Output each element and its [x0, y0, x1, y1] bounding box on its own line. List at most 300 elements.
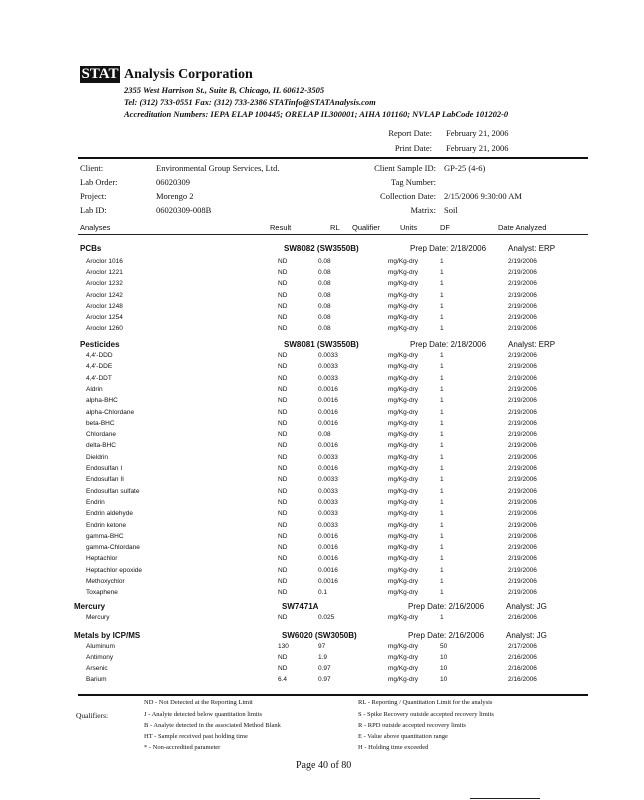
- col-date-analyzed: Date Analyzed: [498, 223, 547, 232]
- table-row: [0, 567, 644, 578]
- units-value: mg/Kg-dry: [388, 532, 418, 540]
- result-value: ND: [278, 521, 288, 529]
- collection-date-value: 2/15/2006 9:30:00 AM: [444, 191, 522, 201]
- analyte-name: Toxaphene: [86, 589, 118, 597]
- analyte-name: 4,4'-DDE: [86, 363, 113, 371]
- column-header-rule: [78, 234, 588, 235]
- df-value: 1: [440, 532, 444, 540]
- date-analyzed-value: 2/19/2006: [508, 258, 537, 265]
- table-row: [0, 488, 644, 499]
- df-value: 1: [440, 498, 444, 506]
- date-analyzed-value: 2/19/2006: [508, 385, 537, 393]
- df-value: 1: [440, 487, 444, 495]
- rl-value: 0.1: [318, 589, 328, 597]
- date-analyzed-value: 2/19/2006: [508, 408, 537, 416]
- date-analyzed-value: 2/17/2006: [508, 643, 537, 650]
- df-value: 1: [440, 510, 444, 518]
- rl-value: 0.0016: [318, 532, 338, 540]
- rl-value: 0.0016: [318, 442, 338, 450]
- qualifier-left-3: B - Analyte detected in the associated Method Blank: [144, 722, 281, 729]
- rl-value: 0.08: [318, 280, 331, 288]
- df-value: 1: [440, 269, 444, 277]
- analyte-name: Barium: [86, 676, 107, 683]
- df-value: 1: [440, 476, 444, 484]
- section-prep-metals: Prep Date: 2/16/2006: [408, 631, 485, 640]
- table-row: [0, 654, 644, 665]
- result-value: ND: [278, 280, 288, 288]
- units-value: mg/Kg-dry: [388, 419, 418, 427]
- rl-value: 0.0016: [318, 397, 338, 405]
- units-value: mg/Kg-dry: [388, 397, 418, 405]
- table-row: [0, 409, 644, 420]
- table-row: [0, 325, 644, 336]
- units-value: mg/Kg-dry: [388, 258, 418, 265]
- date-analyzed-value: 2/16/2006: [508, 676, 537, 683]
- analyte-name: 4,4'-DDT: [86, 374, 112, 382]
- analyte-name: Antimony: [86, 654, 114, 661]
- analyte-name: Aroclor 1242: [86, 291, 123, 299]
- result-value: ND: [278, 363, 288, 371]
- result-value: ND: [278, 665, 288, 672]
- date-analyzed-value: 2/19/2006: [508, 510, 537, 518]
- table-row: [0, 269, 644, 280]
- report-date-value: February 21, 2006: [446, 128, 509, 138]
- analyte-name: Heptachlor epoxide: [86, 566, 143, 574]
- table-row: [0, 303, 644, 314]
- client-value: Environmental Group Services, Ltd.: [156, 163, 280, 173]
- units-value: mg/Kg-dry: [388, 614, 418, 621]
- date-analyzed-value: 2/19/2006: [508, 314, 537, 321]
- df-value: 1: [440, 442, 444, 450]
- table-row: [0, 314, 644, 325]
- units-value: mg/Kg-dry: [388, 453, 418, 461]
- df-value: 50: [440, 643, 448, 650]
- table-row: [0, 555, 644, 566]
- date-analyzed-value: 2/19/2006: [508, 465, 537, 472]
- table-row: [0, 442, 644, 453]
- date-analyzed-value: 2/19/2006: [508, 453, 537, 461]
- rl-value: 0.08: [318, 291, 331, 299]
- analyte-name: Methoxychlor: [86, 578, 125, 585]
- units-value: mg/Kg-dry: [388, 521, 418, 529]
- footer-rule: [78, 694, 588, 696]
- units-value: mg/Kg-dry: [388, 408, 418, 416]
- lab-order-value: 06020309: [156, 177, 190, 187]
- date-analyzed-value: 2/19/2006: [508, 419, 537, 427]
- table-row: [0, 614, 644, 625]
- df-value: 10: [440, 665, 448, 672]
- matrix-label: Matrix:: [410, 205, 436, 215]
- units-value: mg/Kg-dry: [388, 498, 418, 506]
- company-contact: Tel: (312) 733-0551 Fax: (312) 733-2386 STATinfo@STATAnalysis.com: [124, 97, 376, 107]
- date-analyzed-value: 2/16/2006: [508, 665, 537, 672]
- df-value: 1: [440, 302, 444, 310]
- qualifier-left-1: ND - Not Detected at the Reporting Limit: [144, 699, 253, 706]
- result-value: ND: [278, 325, 288, 333]
- date-analyzed-value: 2/19/2006: [508, 555, 537, 563]
- units-value: mg/Kg-dry: [388, 544, 418, 552]
- units-value: mg/Kg-dry: [388, 510, 418, 518]
- rl-value: 0.08: [318, 314, 331, 321]
- result-value: ND: [278, 397, 288, 405]
- section-title-pesticides: Pesticides: [80, 340, 120, 349]
- table-row: [0, 431, 644, 442]
- analyte-name: Aroclor 1232: [86, 280, 123, 288]
- df-value: 1: [440, 374, 444, 382]
- rl-value: 0.08: [318, 431, 331, 439]
- table-row: [0, 522, 644, 533]
- df-value: 1: [440, 555, 444, 563]
- table-row: [0, 676, 644, 687]
- rl-value: 0.08: [318, 325, 331, 333]
- sample-id-label: Client Sample ID:: [374, 163, 436, 173]
- col-units: Units: [400, 223, 418, 232]
- rl-value: 0.08: [318, 258, 331, 265]
- result-value: ND: [278, 385, 288, 393]
- section-method-pcbs: SW8082 (SW3550B): [284, 244, 359, 253]
- analyte-name: alpha-BHC: [86, 397, 118, 405]
- table-row: [0, 533, 644, 544]
- df-value: 1: [440, 314, 444, 321]
- company-address: 2355 West Harrison St., Suite B, Chicago, IL 60612-3505: [124, 85, 325, 95]
- df-value: 1: [440, 325, 444, 333]
- rl-value: 0.025: [318, 614, 335, 621]
- qualifier-right-2: S - Spike Recovery outside accepted recovery limits: [358, 711, 494, 718]
- qualifier-left-5: * - Non-accredited parameter: [144, 744, 221, 751]
- analyte-name: Endrin ketone: [86, 521, 127, 529]
- table-row: [0, 420, 644, 431]
- rl-value: 0.0033: [318, 374, 338, 382]
- section-analyst-mercury: Analyst: JG: [506, 602, 547, 611]
- rl-value: 0.0016: [318, 419, 338, 427]
- df-value: 1: [440, 614, 444, 621]
- units-value: mg/Kg-dry: [388, 442, 418, 450]
- result-value: ND: [278, 408, 288, 416]
- table-row: [0, 544, 644, 555]
- qualifier-right-4: E - Value above quantitation range: [358, 733, 448, 740]
- result-value: ND: [278, 510, 288, 518]
- result-value: ND: [278, 487, 288, 495]
- result-value: ND: [278, 566, 288, 574]
- df-value: 1: [440, 280, 444, 288]
- tag-number-label: Tag Number:: [391, 177, 436, 187]
- rl-value: 0.08: [318, 269, 331, 277]
- result-value: ND: [278, 544, 288, 552]
- date-analyzed-value: 2/19/2006: [508, 566, 537, 574]
- df-value: 1: [440, 431, 444, 439]
- analyte-name: Chlordane: [86, 431, 116, 439]
- result-value: ND: [278, 314, 288, 321]
- result-value: ND: [278, 302, 288, 310]
- units-value: mg/Kg-dry: [388, 566, 418, 574]
- section-analyst-metals: Analyst: JG: [506, 631, 547, 640]
- qualifiers-label: Qualifiers:: [76, 711, 109, 720]
- df-value: 1: [440, 408, 444, 416]
- report-date-label: Report Date:: [388, 128, 432, 138]
- df-value: 1: [440, 578, 444, 585]
- units-value: mg/Kg-dry: [388, 431, 418, 439]
- table-row: [0, 465, 644, 476]
- date-analyzed-value: 2/16/2006: [508, 654, 537, 661]
- result-value: ND: [278, 269, 288, 277]
- result-value: ND: [278, 532, 288, 540]
- analyte-name: Aroclor 1221: [86, 269, 123, 277]
- df-value: 1: [440, 397, 444, 405]
- result-value: 130: [278, 643, 289, 650]
- units-value: mg/Kg-dry: [388, 280, 418, 288]
- sample-id-value: GP-25 (4-6): [444, 163, 486, 173]
- table-row: [0, 258, 644, 269]
- section-title-pcbs: PCBs: [80, 244, 102, 253]
- result-value: ND: [278, 498, 288, 506]
- collection-date-label: Collection Date:: [380, 191, 436, 201]
- analyte-name: Endosulfan II: [86, 476, 124, 484]
- result-value: ND: [278, 614, 288, 621]
- units-value: mg/Kg-dry: [388, 487, 418, 495]
- section-prep-mercury: Prep Date: 2/16/2006: [408, 602, 485, 611]
- date-analyzed-value: 2/19/2006: [508, 325, 537, 333]
- analyte-name: beta-BHC: [86, 419, 115, 427]
- accreditation-numbers: Accreditation Numbers: IEPA ELAP 100445; ORELAP IL300001; AIHA 101160; NVLAP LabCode 101202-0: [124, 109, 509, 119]
- analyte-name: Mercury: [86, 614, 110, 621]
- analyte-name: Arsenic: [86, 665, 108, 672]
- col-df: DF: [440, 223, 450, 232]
- section-prep-pesticides: Prep Date: 2/18/2006: [410, 340, 487, 349]
- result-value: ND: [278, 419, 288, 427]
- result-value: ND: [278, 654, 288, 661]
- result-value: ND: [278, 352, 288, 359]
- section-analyst-pesticides: Analyst: ERP: [508, 340, 556, 349]
- date-analyzed-value: 2/19/2006: [508, 544, 537, 552]
- analyte-name: gamma-BHC: [86, 532, 124, 540]
- table-row: [0, 510, 644, 521]
- analyte-name: Endosulfan sulfate: [86, 487, 140, 495]
- units-value: mg/Kg-dry: [388, 374, 418, 382]
- rl-value: 97: [318, 643, 326, 650]
- analyte-name: Heptachlor: [86, 555, 118, 563]
- analyte-name: Aldrin: [86, 385, 103, 393]
- units-value: mg/Kg-dry: [388, 665, 418, 672]
- units-value: mg/Kg-dry: [388, 654, 418, 661]
- company-name: Analysis Corporation: [124, 67, 253, 82]
- section-title-metals: Metals by ICP/MS: [74, 631, 141, 640]
- col-qualifier: Qualifier: [352, 223, 380, 232]
- date-analyzed-value: 2/19/2006: [508, 291, 537, 299]
- col-analyses: Analyses: [80, 223, 111, 232]
- rl-value: 0.0033: [318, 476, 338, 484]
- table-row: [0, 386, 644, 397]
- analyte-name: Aroclor 1260: [86, 325, 123, 333]
- table-row: [0, 578, 644, 589]
- units-value: mg/Kg-dry: [388, 385, 418, 393]
- analyte-name: gamma-Chlordane: [86, 544, 140, 552]
- section-analyst-pcbs: Analyst: ERP: [508, 244, 556, 253]
- result-value: ND: [278, 453, 288, 461]
- rl-value: 0.0016: [318, 385, 338, 393]
- analyte-name: Aroclor 1016: [86, 258, 123, 265]
- units-value: mg/Kg-dry: [388, 465, 418, 472]
- section-title-mercury: Mercury: [74, 602, 106, 611]
- rl-value: 1.9: [318, 654, 328, 661]
- section-method-pesticides: SW8081 (SW3550B): [284, 340, 359, 349]
- df-value: 1: [440, 566, 444, 574]
- section-method-mercury: SW7471A: [282, 602, 319, 611]
- date-analyzed-value: 2/19/2006: [508, 578, 537, 585]
- analyte-name: Aluminum: [86, 643, 115, 650]
- df-value: 1: [440, 258, 444, 265]
- date-analyzed-value: 2/19/2006: [508, 269, 537, 277]
- section-method-metals: SW6020 (SW3050B): [282, 631, 357, 640]
- df-value: 1: [440, 291, 444, 299]
- qualifier-right-5: H - Holding time exceeded: [358, 744, 429, 751]
- units-value: mg/Kg-dry: [388, 291, 418, 299]
- date-analyzed-value: 2/19/2006: [508, 476, 537, 484]
- qualifier-left-4: HT - Sample received past holding time: [144, 733, 248, 740]
- rl-value: 0.0016: [318, 555, 338, 563]
- units-value: mg/Kg-dry: [388, 555, 418, 563]
- analyte-name: Endosulfan I: [86, 465, 123, 472]
- analyte-name: Endrin: [86, 498, 105, 506]
- df-value: 1: [440, 419, 444, 427]
- date-analyzed-value: 2/16/2006: [508, 614, 537, 621]
- result-value: ND: [278, 578, 288, 585]
- df-value: 1: [440, 589, 444, 597]
- rl-value: 0.0033: [318, 498, 338, 506]
- table-row: [0, 375, 644, 386]
- result-value: ND: [278, 431, 288, 439]
- qualifier-right-1: RL - Reporting / Quantitation Limit for the analysis: [358, 699, 493, 706]
- df-value: 1: [440, 453, 444, 461]
- df-value: 10: [440, 676, 448, 683]
- date-analyzed-value: 2/19/2006: [508, 352, 537, 359]
- rl-value: 0.0033: [318, 352, 338, 359]
- analyte-name: Aroclor 1254: [86, 314, 123, 321]
- analyte-name: 4,4'-DDD: [86, 352, 113, 359]
- bottom-mark: [470, 798, 540, 799]
- qualifier-left-2: J - Analyte detected below quantitation limits: [144, 711, 263, 718]
- units-value: mg/Kg-dry: [388, 643, 418, 650]
- date-analyzed-value: 2/19/2006: [508, 532, 537, 540]
- rl-value: 0.97: [318, 665, 331, 672]
- date-analyzed-value: 2/19/2006: [508, 589, 537, 597]
- df-value: 1: [440, 521, 444, 529]
- print-date-label: Print Date:: [394, 143, 432, 153]
- units-value: mg/Kg-dry: [388, 578, 418, 585]
- units-value: mg/Kg-dry: [388, 314, 418, 321]
- page-number: Page 40 of 80: [296, 760, 352, 771]
- date-analyzed-value: 2/19/2006: [508, 487, 537, 495]
- rl-value: 0.0033: [318, 363, 338, 371]
- units-value: mg/Kg-dry: [388, 476, 418, 484]
- df-value: 1: [440, 465, 444, 472]
- analyte-name: Endrin aldehyde: [86, 510, 133, 518]
- df-value: 1: [440, 363, 444, 371]
- table-row: [0, 643, 644, 654]
- result-value: ND: [278, 374, 288, 382]
- units-value: mg/Kg-dry: [388, 302, 418, 310]
- result-value: ND: [278, 442, 288, 450]
- result-value: 6.4: [278, 676, 288, 683]
- date-analyzed-value: 2/19/2006: [508, 521, 537, 529]
- df-value: 10: [440, 654, 448, 661]
- result-value: ND: [278, 258, 288, 265]
- qualifier-right-3: R - RPD outside accepted recovery limits: [358, 722, 466, 729]
- table-row: [0, 352, 644, 363]
- lab-order-label: Lab Order:: [80, 177, 118, 187]
- print-date-value: February 21, 2006: [446, 143, 509, 153]
- rl-value: 0.0033: [318, 487, 338, 495]
- units-value: mg/Kg-dry: [388, 352, 418, 359]
- result-value: ND: [278, 555, 288, 563]
- units-value: mg/Kg-dry: [388, 325, 418, 333]
- rl-value: 0.0033: [318, 510, 338, 518]
- section-prep-pcbs: Prep Date: 2/18/2006: [410, 244, 487, 253]
- table-row: [0, 454, 644, 465]
- table-row: [0, 397, 644, 408]
- matrix-value: Soil: [444, 205, 458, 215]
- rl-value: 0.0016: [318, 544, 338, 552]
- table-row: [0, 665, 644, 676]
- result-value: ND: [278, 476, 288, 484]
- rl-value: 0.0033: [318, 521, 338, 529]
- project-value: Morengo 2: [156, 191, 194, 201]
- table-row: [0, 363, 644, 374]
- table-row: [0, 476, 644, 487]
- analyte-name: alpha-Chlordane: [86, 408, 135, 416]
- header-rule: [78, 157, 588, 159]
- lab-id-label: Lab ID:: [80, 205, 107, 215]
- rl-value: 0.08: [318, 302, 331, 310]
- date-analyzed-value: 2/19/2006: [508, 397, 537, 405]
- client-label: Client:: [80, 163, 104, 173]
- units-value: mg/Kg-dry: [388, 363, 418, 371]
- rl-value: 0.97: [318, 676, 331, 683]
- date-analyzed-value: 2/19/2006: [508, 302, 537, 310]
- analyte-name: Aroclor 1248: [86, 302, 123, 310]
- df-value: 1: [440, 544, 444, 552]
- table-row: [0, 280, 644, 291]
- date-analyzed-value: 2/19/2006: [508, 442, 537, 450]
- date-analyzed-value: 2/19/2006: [508, 498, 537, 506]
- col-rl: RL: [330, 223, 340, 232]
- rl-value: 0.0016: [318, 408, 338, 416]
- df-value: 1: [440, 385, 444, 393]
- units-value: mg/Kg-dry: [388, 269, 418, 277]
- result-value: ND: [278, 291, 288, 299]
- date-analyzed-value: 2/19/2006: [508, 363, 537, 371]
- units-value: mg/Kg-dry: [388, 589, 418, 597]
- units-value: mg/Kg-dry: [388, 676, 418, 683]
- analyte-name: Dieldrin: [86, 453, 109, 461]
- df-value: 1: [440, 352, 444, 359]
- table-row: [0, 292, 644, 303]
- rl-value: 0.0016: [318, 465, 338, 472]
- table-row: [0, 499, 644, 510]
- date-analyzed-value: 2/19/2006: [508, 280, 537, 288]
- company-logo: STAT: [81, 66, 119, 82]
- lab-id-value: 06020309-008B: [156, 205, 212, 215]
- result-value: ND: [278, 465, 288, 472]
- rl-value: 0.0016: [318, 566, 338, 574]
- table-row: [0, 589, 644, 600]
- rl-value: 0.0016: [318, 578, 338, 585]
- result-value: ND: [278, 589, 288, 597]
- date-analyzed-value: 2/19/2006: [508, 431, 537, 439]
- date-analyzed-value: 2/19/2006: [508, 374, 537, 382]
- analyte-name: delta-BHC: [86, 442, 116, 450]
- rl-value: 0.0033: [318, 453, 338, 461]
- project-label: Project:: [80, 191, 107, 201]
